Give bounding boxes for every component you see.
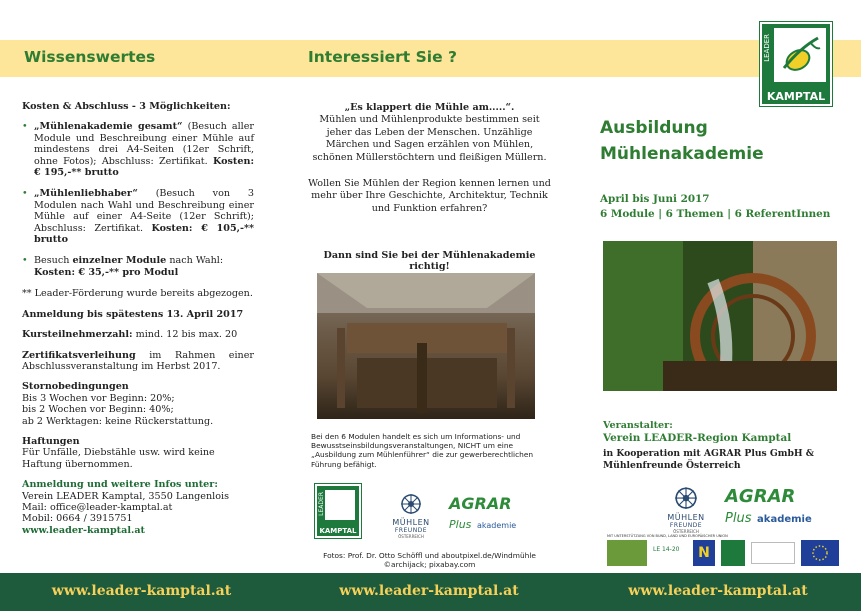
- leader-kamptal-logo: [315, 484, 361, 538]
- option-price: Kosten: € 105,-** brutto: [34, 222, 254, 246]
- certificate-text: im Rahmen einer Abschlussveranstaltung im Herbst 2017.: [22, 349, 254, 372]
- agrar-plus-logo: [725, 486, 812, 526]
- option-text: (Besuch von 3 Modulen nach Wahl und Beschreibung einer Mühle auf einer A4-Seite (12er Schrift); Abschluss: Zertifikat.: [34, 188, 254, 234]
- agrar-plus-logo: [449, 494, 516, 532]
- intro-text: [308, 102, 551, 215]
- storno-line: bis 2 Wochen vor Beginn: 40%;: [22, 404, 174, 416]
- eu-flag-icon: [801, 540, 839, 566]
- panel-heading: Interessiert Sie ?: [308, 48, 457, 66]
- contact-phone: Mobil: 0664 / 3915751: [22, 513, 133, 525]
- intro-question: Wollen Sie Mühlen der Region kennen lernen und mehr über Ihre Geschichte, Architektur, Technik und Funktion erfahren?: [308, 178, 551, 214]
- leader-vertical-label: LEADER: [763, 34, 771, 62]
- muehlen-label: MÜHLEN: [667, 513, 705, 522]
- fineprint: Bei den 6 Modulen handelt es sich um Informations- und Bewusstseinsbildungsveranstaltungen, NICHT um eine „Ausbildung zum Mühlenführer“ die zur gewerberechtlichen Führung befähigt.: [311, 432, 534, 469]
- plus-label: Plus: [725, 511, 752, 526]
- deadline: Anmeldung bis spätestens 13. April 2017: [22, 308, 244, 320]
- organizer-label: Veranstalter:: [603, 420, 673, 431]
- agrar-label: AGRAR: [725, 486, 796, 507]
- call-to-action: Dann sind Sie bei der Mühlenakademie richtig!: [323, 250, 536, 272]
- costs-heading: Kosten & Abschluss - 3 Möglichkeiten:: [22, 101, 231, 112]
- title-line: Ausbildung: [600, 118, 708, 138]
- option-text: (Besuch aller Module und Beschreibung einer Mühle auf mindestens drei A4-Seiten (12er Schrift, ohne Fotos); Abschluss: Zertifikat.: [34, 121, 254, 167]
- muehlenfreunde-logo: [383, 492, 439, 539]
- organizer-name: Verein LEADER-Region Kamptal: [603, 432, 792, 444]
- oesterreich-label: ÖSTERREICH: [673, 529, 699, 534]
- panel-heading: Wissenswertes: [24, 48, 156, 66]
- bullet-icon: •: [22, 121, 28, 133]
- participants: [22, 329, 254, 340]
- module-summary: 6 Module | 6 Themen | 6 ReferentInnen: [600, 208, 831, 220]
- cooperation-text: in Kooperation mit AGRAR Plus GmbH & Mühlenfreunde Österreich: [603, 448, 815, 471]
- storno: [22, 381, 254, 427]
- credit-line: ©archijack; pixabay.com: [383, 560, 476, 570]
- mill-wheel-icon: [398, 492, 424, 514]
- bullet-icon: •: [22, 188, 28, 200]
- option-einzeln: [22, 255, 254, 278]
- leader-emblem-icon: [325, 490, 355, 520]
- course-dates: [600, 192, 830, 222]
- agrar-label: AGRAR: [449, 494, 512, 513]
- date-range: April bis Juni 2017: [600, 193, 710, 205]
- leader-emblem-icon: [774, 28, 826, 82]
- contact-org: Verein LEADER Kamptal, 3550 Langenlois: [22, 490, 229, 502]
- noe-logo: N: [693, 540, 715, 566]
- le-label: LE 14-20: [653, 546, 680, 553]
- contact-web-link[interactable]: www.leader-kamptal.at: [22, 524, 145, 536]
- options-list: [22, 121, 254, 278]
- eu-fund-text-logo: [751, 542, 795, 564]
- option-name: „Mühlenliebhaber“: [34, 188, 138, 200]
- bullet-icon: •: [22, 255, 28, 267]
- organizer: [603, 419, 843, 472]
- muehlen-label: MÜHLEN: [392, 518, 430, 527]
- panel-cover: [575, 0, 861, 611]
- participants-value: mind. 12 bis max. 20: [132, 329, 238, 341]
- water-wheel-photo: [603, 241, 837, 391]
- option-price: Kosten: € 35,-** pro Modul: [34, 266, 179, 278]
- brochure-title: [600, 115, 764, 167]
- muehlenfreunde-logo: [657, 485, 715, 534]
- mill-wheel-icon: [671, 485, 701, 509]
- freunde-label: FREUNDE: [394, 527, 428, 534]
- leader-kamptal-logo: [760, 22, 832, 106]
- contact: [22, 479, 254, 536]
- contact-heading: Anmeldung und weitere Infos unter:: [22, 479, 218, 491]
- sponsor-strip: [607, 534, 839, 570]
- panel-wissenswertes: [0, 0, 283, 611]
- certificate: [22, 350, 254, 373]
- option-text: Besuch: [34, 255, 73, 267]
- akademie-label: akademie: [757, 514, 812, 525]
- option-name: „Mühlenakademie gesamt“: [34, 121, 183, 133]
- footer-url[interactable]: www.leader-kamptal.at: [51, 583, 232, 599]
- option-price: Kosten: € 195,-** brutto: [34, 155, 254, 179]
- leader-name: KAMPTAL: [766, 90, 826, 103]
- footer-url[interactable]: www.leader-kamptal.at: [339, 583, 519, 599]
- leader-vertical-label: LEADER: [318, 492, 325, 516]
- storno-heading: Stornobedingungen: [22, 381, 129, 393]
- credit-line: Fotos: Prof. Dr. Otto Schöffl und aboutpixel.de/Windmühle: [323, 551, 536, 560]
- option-text: nach Wahl:: [166, 255, 224, 267]
- akademie-label: akademie: [476, 521, 517, 530]
- freunde-label: FREUNDE: [669, 522, 703, 529]
- option-gesamt: [22, 121, 254, 178]
- liability-heading: Haftungen: [22, 435, 80, 447]
- sponsor-caption: MIT UNTERSTÜTZUNG VON BUND, LAND UND EUROPÄISCHER UNION: [607, 534, 728, 538]
- intro-quote: „Es klappert die Mühle am.....“.: [344, 102, 515, 113]
- footnote: ** Leader-Förderung wurde bereits abgezogen.: [22, 288, 253, 300]
- info-body: [22, 101, 254, 536]
- storno-line: Bis 3 Wochen vor Beginn: 20%;: [22, 392, 175, 404]
- contact-mail[interactable]: Mail: office@leader-kamptal.at: [22, 501, 173, 513]
- plus-label: Plus: [449, 518, 472, 531]
- liability: [22, 436, 254, 470]
- oesterreich-label: ÖSTERREICH: [398, 534, 424, 539]
- storno-line: ab 2 Werktagen: keine Rückerstattung.: [22, 415, 214, 427]
- title-line: Mühlenakademie: [600, 144, 764, 164]
- liability-text: Für Unfälle, Diebstähle usw. wird keine Haftung übernommen.: [22, 447, 215, 470]
- option-name: einzelner Module: [72, 255, 167, 267]
- option-liebhaber: [22, 188, 254, 245]
- leader-small-logo: [721, 540, 745, 566]
- leader-name: KAMPTAL: [319, 527, 357, 535]
- certificate-label: Zertifikatsverleihung: [22, 349, 136, 361]
- photo-credit: [308, 551, 551, 569]
- bund-logo: [607, 540, 647, 566]
- mill-interior-photo: [317, 273, 535, 419]
- participants-label: Kursteilnehmerzahl:: [22, 329, 133, 341]
- footer-url[interactable]: www.leader-kamptal.at: [628, 583, 808, 599]
- panel-interessiert: [283, 0, 575, 611]
- intro-paragraph: Mühlen und Mühlenprodukte bestimmen seit jeher das Leben der Menschen. Unzählige Märchen und Sagen erzählen von Mühlen, schönen Müllerstöchtern und fleißigen Müllern.: [312, 114, 547, 163]
